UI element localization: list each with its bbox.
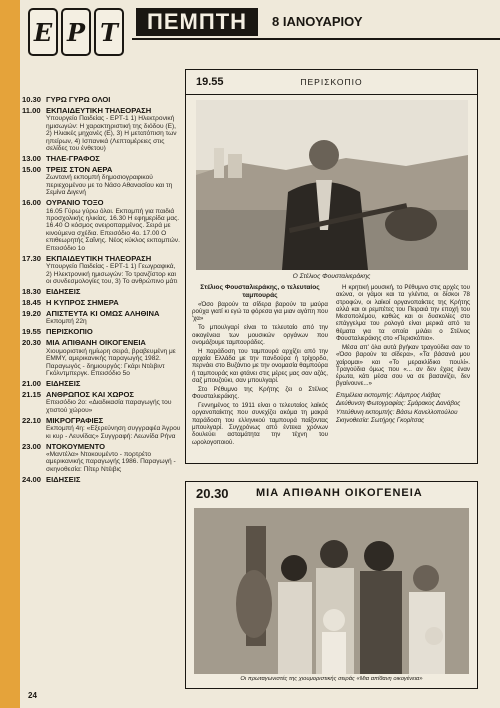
schedule-entry <box>22 299 182 307</box>
schedule-entry <box>22 166 182 197</box>
cast-photo <box>194 508 469 674</box>
schedule-title: ΑΝΘΡΩΠΟΣ ΚΑΙ ΧΩΡΟΣ <box>46 389 134 399</box>
schedule-row <box>22 96 182 104</box>
schedule-title: ΕΙΔΗΣΕΙΣ <box>46 286 81 296</box>
page-header <box>22 0 500 64</box>
feature-title: ΜΙΑ ΑΠΙΘΑΝΗ ΟΙΚΟΓΕΝΕΙΑ <box>256 487 423 499</box>
schedule-title: ΠΕΡΙΣΚΟΠΙΟ <box>46 327 93 337</box>
schedule-entry <box>22 155 182 163</box>
article-paragraph: Γεννημένος το 1911 είναι ο τελευταίος λαϊκός οργανοπαίκτης που συνεχίζει ακόμα τη μακρά παράδοση του ελληνικού ταμπουρά παίζοντας μπουλγαρί. Συγχρόνως από έντεκα χρόνων δουλεύει ασταμάτητα την τέχνη του ωρολογοποιού. <box>192 402 328 446</box>
feature-title: ΠΕΡΙΣΚΟΠΙΟ <box>300 77 363 87</box>
schedule-row <box>22 380 182 388</box>
schedule-description: Χιουμοριστική ημίωρη σειρά, βραβευμένη με ΕΜΜΥ, αμερικανικής παραγωγής 1982. Παραγωγός - δημιουργός: Γκάρι Ντέιβιντ Γκόλντμπεργκ. Επεισόδιο 5ο <box>46 347 176 377</box>
credit-line: Σκηνοθεσία: Σωτήρης Γκορίτσας <box>336 416 425 424</box>
schedule-title: ΜΙΚΡΟΓΡΑΦΙΕΣ <box>46 415 104 425</box>
schedule-row <box>22 328 182 336</box>
schedule-time: 10.30 <box>22 95 42 104</box>
schedule-row <box>22 443 182 451</box>
schedule-description: Υπουργείο Παιδείας - ΕΡΤ-1 1) Γεωγραφικά, 2) Ηλεκτρονική ημισωγών: Το τρανζίστορ και οι συνδεσμολογίες του, 3) Το ανθρώπινο μάτι <box>46 263 178 285</box>
schedule-description: «Μαντέλα» Ντοκουμέντο - πορτρέτο αμερικανικής παραγωγής 1986. Παραγωγή - σκηνοθεσία: Πίτερ Ντέιβις <box>46 450 176 473</box>
schedule-time: 21.00 <box>22 378 42 388</box>
schedule-entry <box>22 380 182 388</box>
article-heading: Στέλιος Φουσταλιεράκης, ο τελευταίος ταμπουράς <box>200 284 320 299</box>
schedule-row <box>22 155 182 163</box>
schedule-row <box>22 299 182 307</box>
schedule-entry <box>22 476 182 484</box>
feature-header <box>186 70 477 95</box>
schedule-entry <box>22 339 182 377</box>
cast-caption: Οι πρωταγωνιστές της χιουμοριστικής σειράς «Μια απίθανη οικογένεια» <box>240 676 423 682</box>
schedule-row <box>22 255 182 263</box>
schedule-title: ΕΙΔΗΣΕΙΣ <box>46 378 81 388</box>
schedule-time: 22.10 <box>22 415 42 425</box>
schedule-entry <box>22 288 182 296</box>
schedule-time: 18.30 <box>22 286 42 296</box>
schedule-entry <box>22 443 182 474</box>
schedule-entry <box>22 107 182 152</box>
article-paragraph: Στο Ρέθυμνο της Κρήτης ζει ο Στέλιος Φουσταλιεράκης. <box>192 385 328 401</box>
schedule-title: ΤΗΛΕ-ΓΡΑΦΟΣ <box>46 154 100 164</box>
logo-letter: Ε <box>28 8 58 56</box>
schedule-title: ΕΙΔΗΣΕΙΣ <box>46 474 81 484</box>
schedule-row <box>22 310 182 318</box>
date-label: 8 ΙΑΝΟΥΑΡΙΟΥ <box>272 14 363 29</box>
credit-line: Υπεύθυνη εκπομπής: Βάσω Κανελλοπούλου <box>336 408 458 416</box>
schedule-entry <box>22 328 182 336</box>
schedule-entry <box>22 417 182 440</box>
schedule-time: 17.30 <box>22 253 42 263</box>
schedule-title: ΑΠΙΣΤΕΥΤΑ ΚΙ ΟΜΩΣ ΑΛΗΘΙΝΑ <box>46 308 160 318</box>
schedule-title: ΕΚΠΑΙΔΕΥΤΙΚΗ ΤΗΛΕΟΡΑΣΗ <box>46 253 152 263</box>
schedule-title: ΟΥΡΑΝΙΟ ΤΟΞΟ <box>46 198 104 208</box>
schedule-time: 13.00 <box>22 154 42 164</box>
schedule-row <box>22 199 182 207</box>
day-title: ΠΕΜΠΤΗ <box>136 8 258 36</box>
ert-logo <box>28 8 124 56</box>
schedule-time: 19.20 <box>22 308 42 318</box>
schedule-description: Ζωντανή εκπομπή δημοσιογραφικού περιεχομένου με το Νάσο Αθανασίου και τη Σεμίνα Διγενή <box>46 174 173 197</box>
credit-line: Διεύθυνση Φωτογραφίας: Σμάρακος Δανάβος <box>336 400 461 408</box>
schedule-time: 24.00 <box>22 474 42 484</box>
schedule-title: ΓΥΡΩ ΓΥΡΩ ΟΛΟΙ <box>46 95 111 104</box>
logo-letter: Ρ <box>61 8 91 56</box>
schedule-title: ΤΡΕΙΣ ΣΤΟΝ ΑΕΡΑ <box>46 165 113 175</box>
schedule-row <box>22 288 182 296</box>
schedule-time: 15.00 <box>22 165 42 175</box>
schedule-title: ΜΙΑ ΑΠΙΘΑΝΗ ΟΙΚΟΓΕΝΕΙΑ <box>46 338 146 348</box>
schedule-description: Επεισόδιο 2ο: «Διαδικασία παραγωγής του χτιστού χώρου» <box>46 399 172 414</box>
article-paragraph: «Όσο βαρούν τα σίδερα βαρούν τα μαύρα ρούχα γιατί κι εγώ τα φόρεσα για μιαν αγάπη που 'χα» <box>192 300 328 323</box>
schedule-entry <box>22 255 182 286</box>
schedule-description: 16.05 Γύρω γύρω όλοι. Εκπομπή για παιδιά προσχολικής ηλικίας. 16.30 Η εφημερίδα μας. 16.40 Ο κόσμος ονειροπαρμένος. Σειρά με κινούμενα σχέδια. Επεισόδιο 4ο. 17.00 Ο επιθεωρητής Σαΐνης. Νέος κύκλος εκπομπών. Επεισόδιο 1ο <box>46 207 180 252</box>
schedule-description: Υπουργείο Παιδείας - ΕΡΤ-1 1) Ηλεκτρονική ημισωγών: Η χαρακτηριστική της διόδου (Ε), 2) Ηλιακές μηχανές (Ε), 3) Η μετατόπιση των ηπείρων, 4) Ισπανικά (Λεπτομέρειες στις σελίδες του ένθετου) <box>46 115 177 153</box>
schedule-entry <box>22 96 182 104</box>
schedule-row <box>22 339 182 347</box>
schedule-description: Εκπομπή 4η: «Εξερεύνηση συγγραφέα Άγρου κι κυρ - Λευνίδας» Συγγραφή: Λεωνίδα Ρήνα <box>46 425 181 440</box>
article-paragraph: Το μπουλγαρί είναι το τελευταίο από την οικογένεια των μουσικών οργάνων που ονομάζουμε ταμπουράδες. <box>192 324 328 346</box>
schedule-title: ΝΤΟΚΟΥΜΕΝΤΟ <box>46 441 106 451</box>
feature-time: 19.55 <box>196 76 224 88</box>
feature-time: 20.30 <box>196 485 229 501</box>
article-paragraph: Μέσα απ' όλα αυτά βγήκαν τραγούδια σαν το «Όσο βαρούν τα σίδερα», «Τα βάσανά μου χαίρομαι» και «Το μερακλίδικο πουλί». Τραγούδια όμως που «... αν δεν έχεις έναν έρωτα, κάτι μέσα σου να σε βασανίζει, δεν βγαίνουνε...» <box>336 343 470 388</box>
schedule-row <box>22 417 182 425</box>
schedule-entry <box>22 391 182 414</box>
schedule-time: 21.15 <box>22 389 42 399</box>
page-number: 24 <box>28 691 37 700</box>
article-paragraph: Η παράδοση του ταμπουρά αρχίζει από την αρχαία Ελλάδα με την πανδούρα ή τρίχορδο, περνάει στο Βυζάντιο με την ονομασία θαμπούρα ή ταμπουράς και φτάνει στις μέρες μας σαν αζάς, σαζ μπουζούκι, σαν μπουλγαρί. <box>192 347 328 384</box>
feature-family-series <box>185 481 478 689</box>
production-credits <box>336 392 470 426</box>
schedule-description: Εκπομπή 22η <box>46 318 87 326</box>
schedule-entry <box>22 310 182 326</box>
page-edge-stripe <box>0 0 20 708</box>
schedule-time: 11.00 <box>22 106 41 115</box>
schedule-time: 20.30 <box>22 338 42 348</box>
article-left-column <box>192 284 328 447</box>
cast-illustration <box>194 508 469 674</box>
article-right-column <box>336 284 470 425</box>
credit-line: Επιμέλεια εκπομπής: Λάμπρος Λιάβας <box>336 391 441 399</box>
schedule-title: ΕΚΠΑΙΔΕΥΤΙΚΗ ΤΗΛΕΟΡΑΣΗ <box>46 106 152 115</box>
schedule-list <box>22 96 182 487</box>
feature-header <box>186 482 477 504</box>
logo-letter: Τ <box>94 8 124 56</box>
schedule-entry <box>22 199 182 252</box>
article-paragraph: Η κρητική μουσική, το Ρέθυμνο στις αρχές του αιώνα, οι γάμοι και τα γλέντια, οι δίσκοι 78 στροφών, οι λαϊκοί οργανοπαίκτες της Κρήτης αλλά και οι ρεμπέτες του Πειραιά την εποχή του Μεσοπολέμου, καθώς και οι δυσκολίες στο επάγγελμα του ρολογά είναι μερικά από τα θέματα για τα οποία μιλάει ο Στέλιος Φουσταλιεράκης στο «Περισκόπιο». <box>336 284 470 343</box>
schedule-time: 19.55 <box>22 327 42 337</box>
musician-illustration <box>196 100 468 270</box>
schedule-row <box>22 476 182 484</box>
portrait-photo <box>196 100 468 270</box>
schedule-time: 23.00 <box>22 441 42 451</box>
schedule-time: 18.45 <box>22 297 42 307</box>
portrait-caption: Ο Στέλιος Φουσταλιεράκης <box>292 273 371 280</box>
feature-periskopio <box>185 69 478 464</box>
header-rule <box>132 38 500 40</box>
schedule-time: 16.00 <box>22 198 42 208</box>
schedule-title: Η ΚΥΠΡΟΣ ΣΗΜΕΡΑ <box>46 297 119 307</box>
